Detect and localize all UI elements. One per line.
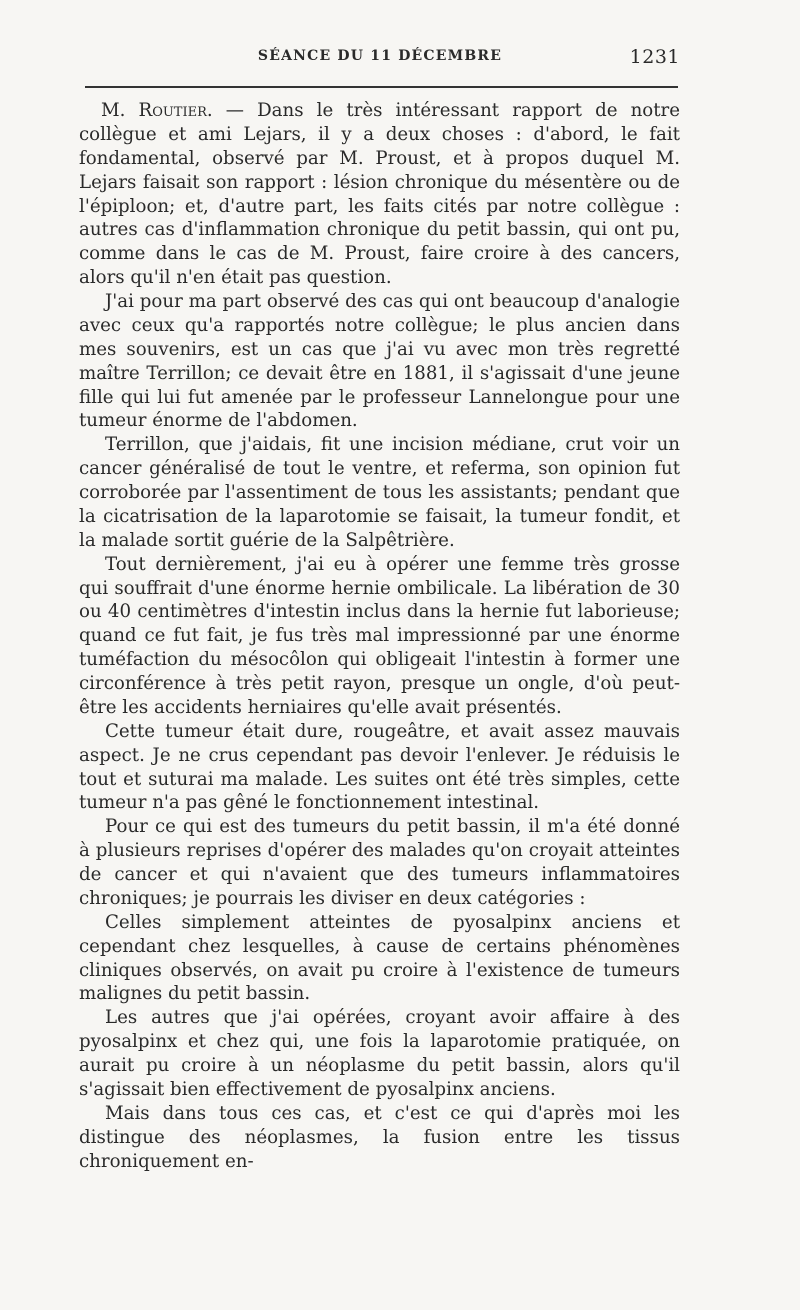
running-title: SÉANCE DU 11 DÉCEMBRE bbox=[257, 48, 503, 64]
opening-text: — Dans le très intéressant rapport de notre collègue et ami Lejars, il y a deux choses : d'abord, le fait fondamental, observé par M. Proust, et à propos duquel M. Lejars faisait son rapport : lésion chronique du mésentère ou de l'épiploon; et, d'autre part, les faits cités par notre collègue : autres cas d'inflammation chronique du petit bassin, qui ont pu, comme dans le cas de M. Proust, faire croire à des cancers, alors qu'il n'en était pas question. bbox=[79, 100, 681, 289]
paragraph: Les autres que j'ai opérées, croyant avoir affaire à des pyosalpinx et chez qui, une fois la laparotomie pratiquée, on aurait pu croire à un néoplasme du petit bassin, alors qu'il s'agissait bien effectivement de pyosalpinx anciens. bbox=[79, 1007, 680, 1100]
paragraph: Cette tumeur était dure, rougeâtre, et avait assez mauvais aspect. Je ne crus cependant pas devoir l'enlever. Je réduisis le tout et suturai ma malade. Les suites ont été très simples, cette tumeur n'a pas gêné le fonctionnement intestinal. bbox=[79, 720, 680, 814]
paragraph: Celles simplement atteintes de pyosalpinx anciens et cependant chez lesquelles, à cause de certains phénomènes cliniques observés, on avait pu croire à l'existence de tumeurs malignes du petit bassin. bbox=[79, 911, 680, 1005]
speaker-name: M. Routier. bbox=[101, 100, 213, 121]
paragraph: Pour ce qui est des tumeurs du petit bassin, il m'a été donné à plusieurs reprises d'opérer des malades qu'on croyait atteintes de cancer et qui n'avaient que des tumeurs inflammatoires chroniques; je pourrais les diviser en deux catégories : bbox=[79, 816, 680, 909]
body-text bbox=[79, 99, 680, 1173]
header-rule bbox=[85, 86, 678, 88]
paragraph-opening bbox=[79, 99, 680, 290]
paragraph: Tout dernièrement, j'ai eu à opérer une femme très grosse qui souffrait d'une énorme hernie ombilicale. La libération de 30 ou 40 centimètres d'intestin inclus dans la hernie fut laborieuse; quand ce fut fait, je fus très mal impressionné par une énorme tuméfaction du mésocôlon qui obligeait l'intestin à former une circonférence à très petit rayon, presque un ongle, d'où peut-être les accidents herniaires qu'elle avait présentés. bbox=[79, 553, 680, 718]
running-head bbox=[80, 48, 680, 74]
paragraph: J'ai pour ma part observé des cas qui ont beaucoup d'analogie avec ceux qu'a rapportés notre collègue; le plus ancien dans mes souvenirs, est un cas que j'ai vu avec mon très regretté maître Terrillon; ce devait être en 1881, il s'agissait d'une jeune fille qui lui fut amenée par le professeur Lannelongue pour une tumeur énorme de l'abdomen. bbox=[79, 291, 680, 432]
paragraph: Terrillon, que j'aidais, fit une incision médiane, crut voir un cancer généralisé de tout le ventre, et referma, son opinion fut corroborée par l'assentiment de tous les assistants; pendant que la cicatrisation de la laparotomie se faisait, la tumeur fondit, et la malade sortit guérie de la Salpêtrière. bbox=[79, 434, 680, 551]
page-number: 1231 bbox=[629, 46, 680, 68]
paragraph: Mais dans tous ces cas, et c'est ce qui d'après moi les distingue des néoplasmes, la fusion entre les tissus chroniquement en- bbox=[79, 1102, 680, 1172]
